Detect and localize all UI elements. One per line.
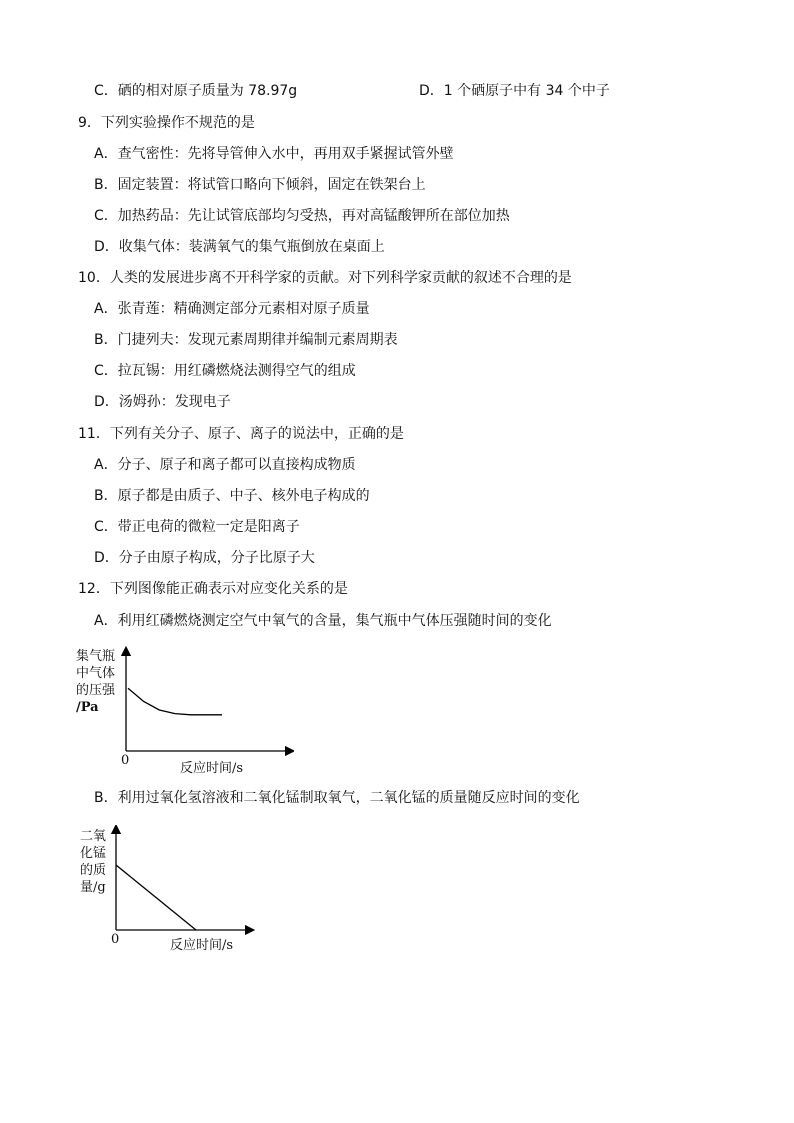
graph-a-ylabel-line: /Pa [76, 700, 99, 715]
q9-option-c: C．加热药品：先让试管底部均匀受热，再对高锰酸钾所在部位加热 [94, 208, 510, 224]
q11-stem: 11．下列有关分子、原子、离子的说法中，正确的是 [78, 426, 404, 442]
q12-option-b: B．利用过氧化氢溶液和二氧化锰制取氧气，二氧化锰的质量随反应时间的变化 [94, 790, 580, 806]
q10-option-d: D．汤姆孙：发现电子 [94, 394, 231, 410]
q11-option-d: D．分子由原子构成，分子比原子大 [94, 550, 315, 566]
graph-a-ylabel-line: 的压强 [76, 683, 116, 698]
q10-option-c: C．拉瓦锡：用红磷燃烧法测得空气的组成 [94, 363, 356, 379]
q12-option-a: A．利用红磷燃烧测定空气中氧气的含量，集气瓶中气体压强随时间的变化 [94, 613, 552, 629]
graph-b-mass [78, 825, 258, 955]
q10-option-a: A．张青莲：精确测定部分元素相对原子质量 [94, 301, 370, 317]
graph-b-ylabel-line: 化锰 [80, 846, 107, 861]
q8-option-d: D．1 个硒原子中有 34 个中子 [419, 83, 610, 99]
q10-option-b: B．门捷列夫：发现元素周期律并编制元素周期表 [94, 332, 398, 348]
graph-b-ylabel-line: 二氧 [80, 829, 107, 844]
graph-b-line [116, 865, 196, 930]
graph-a-pressure [74, 645, 294, 780]
q8-option-c: C．硒的相对原子质量为 78.97g [94, 83, 298, 99]
q9-option-b: B．固定装置：将试管口略向下倾斜，固定在铁架台上 [94, 177, 426, 193]
q9-option-d: D．收集气体：装满氧气的集气瓶倒放在桌面上 [94, 239, 385, 255]
graph-b-ylabel [80, 828, 106, 896]
graph-a-ylabel [76, 648, 115, 716]
graph-b-xlabel: 反应时间/s [170, 938, 234, 953]
q12-stem: 12．下列图像能正确表示对应变化关系的是 [78, 581, 348, 597]
q11-option-a: A．分子、原子和离子都可以直接构成物质 [94, 457, 356, 473]
graph-a-ylabel-line: 集气瓶 [76, 649, 116, 664]
q9-option-a: A．查气密性：先将导管伸入水中，再用双手紧握试管外壁 [94, 146, 454, 162]
graph-b-ylabel-line: 的质 [80, 863, 107, 878]
graph-b-origin: 0 [111, 932, 120, 947]
q10-stem: 10．人类的发展进步离不开科学家的贡献。对下列科学家贡献的叙述不合理的是 [78, 270, 572, 286]
graph-a-ylabel-line: 中气体 [76, 666, 116, 681]
graph-a-curve [128, 688, 222, 715]
graph-b-ylabel-line: 量/g [80, 880, 106, 895]
q9-stem: 9．下列实验操作不规范的是 [78, 115, 255, 131]
q11-option-c: C．带正电荷的微粒一定是阳离子 [94, 519, 300, 535]
graph-a-origin: 0 [121, 753, 130, 768]
graph-a-xlabel: 反应时间/s [180, 761, 244, 776]
q11-option-b: B．原子都是由质子、中子、核外电子构成的 [94, 488, 370, 504]
